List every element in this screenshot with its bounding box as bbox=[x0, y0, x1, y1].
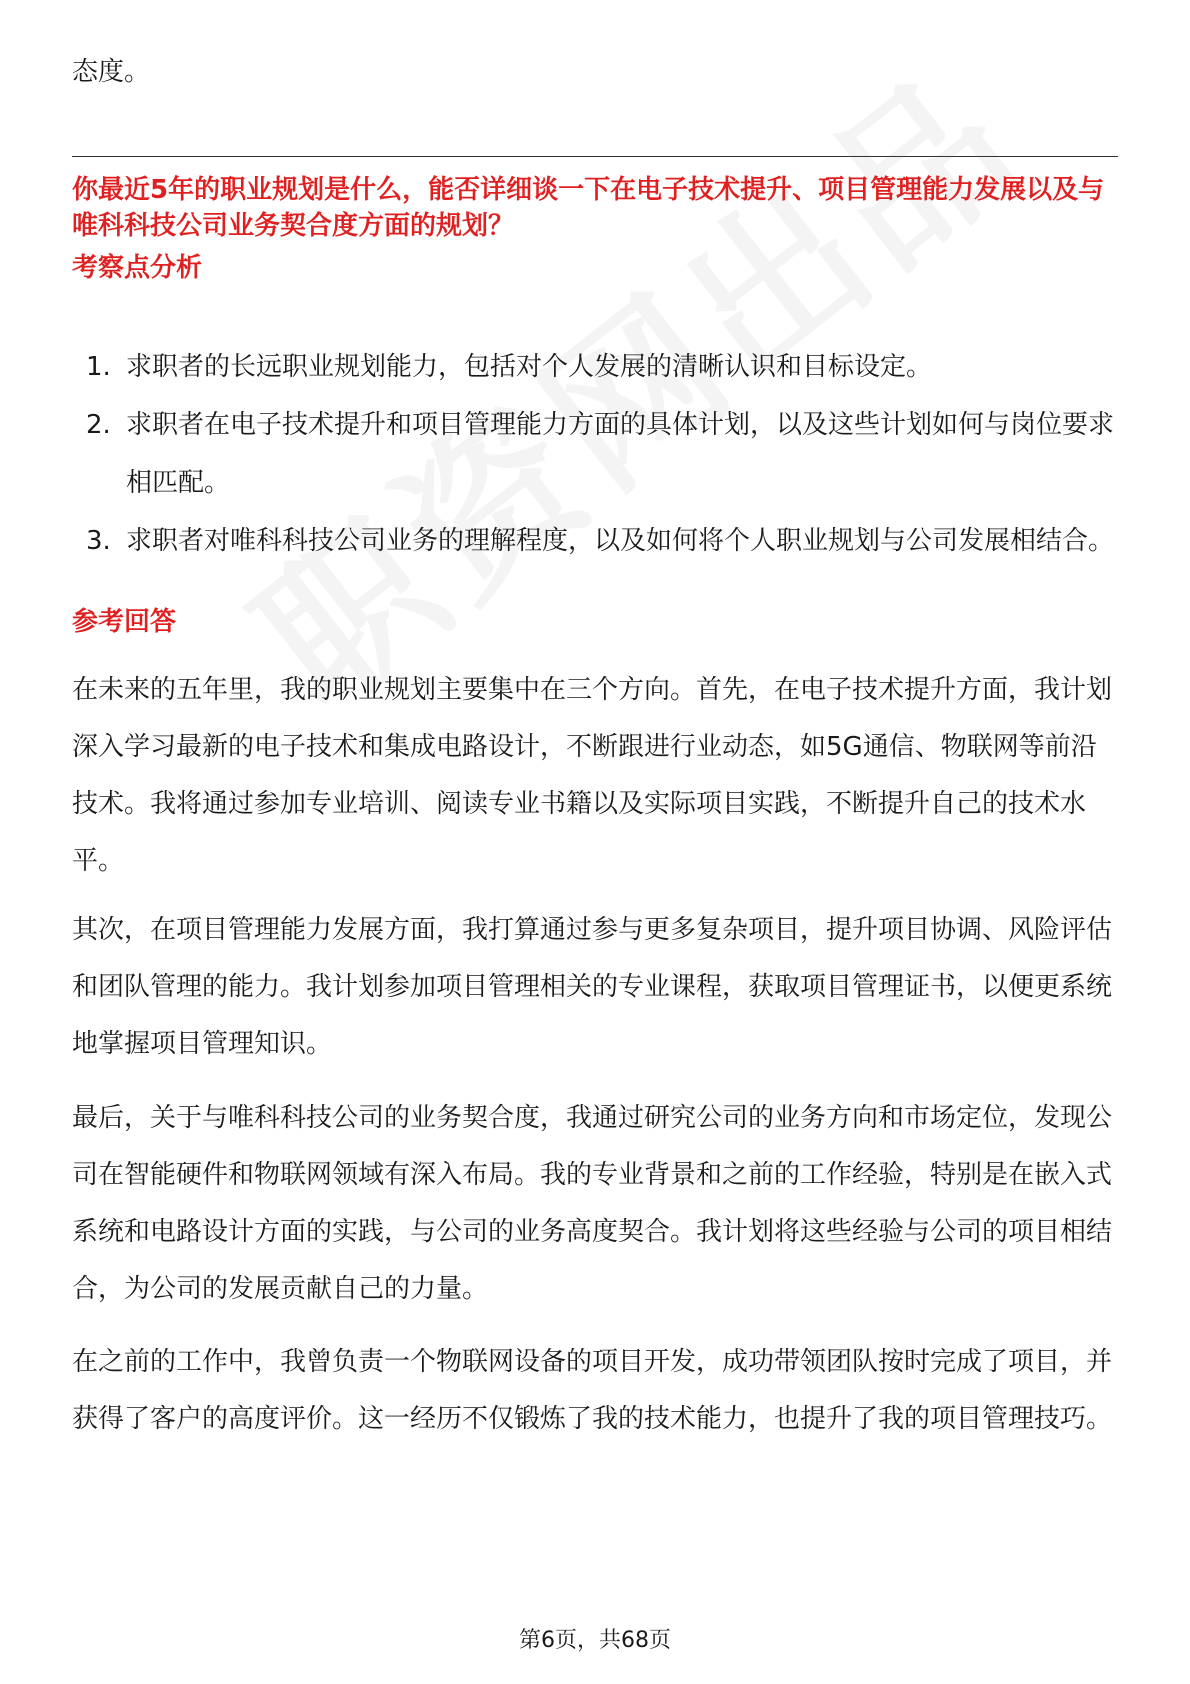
list-item bbox=[72, 338, 1118, 396]
list-item-text: 求职者的长远职业规划能力，包括对个人发展的清晰认识和目标设定。 bbox=[126, 352, 933, 382]
answer-paragraph: 在之前的工作中，我曾负责一个物联网设备的项目开发，成功带领团队按时完成了项目，并获得了客户的高度评价。这一经历不仅锻炼了我的技术能力，也提升了我的项目管理技巧。 bbox=[72, 1347, 1113, 1434]
question-heading: 你最近5年的职业规划是什么，能否详细谈一下在电子技术提升、项目管理能力发展以及与唯科科技公司业务契合度方面的规划？ bbox=[72, 175, 1105, 241]
list-number: 2. bbox=[86, 410, 111, 440]
list-item-text: 求职者对唯科科技公司业务的理解程度，以及如何将个人职业规划与公司发展相结合。 bbox=[126, 526, 1115, 556]
list-item-text: 求职者在电子技术提升和项目管理能力方面的具体计划，以及这些计划如何与岗位要求相匹配。 bbox=[126, 410, 1115, 498]
answer-paragraph: 最后，关于与唯科科技公司的业务契合度，我通过研究公司的业务方向和市场定位，发现公司在智能硬件和物联网领域有深入布局。我的专业背景和之前的工作经验，特别是在嵌入式系统和电路设计方面的实践，与公司的业务高度契合。我计划将这些经验与公司的项目相结合，为公司的发展贡献自己的力量。 bbox=[72, 1103, 1113, 1304]
divider bbox=[72, 156, 1118, 157]
analysis-title: 考察点分析 bbox=[72, 253, 203, 283]
answer-paragraph: 其次，在项目管理能力发展方面，我打算通过参与更多复杂项目，提升项目协调、风险评估和团队管理的能力。我计划参加项目管理相关的专业课程，获取项目管理证书，以便更系统地掌握项目管理知识。 bbox=[72, 915, 1113, 1059]
list-item bbox=[72, 512, 1118, 570]
list-number: 1. bbox=[86, 352, 111, 382]
list-item bbox=[72, 396, 1118, 512]
analysis-list bbox=[72, 338, 1118, 570]
page-footer: 第6页，共68页 bbox=[519, 1628, 671, 1653]
list-number: 3. bbox=[86, 526, 111, 556]
answer-paragraph: 在未来的五年里，我的职业规划主要集中在三个方向。首先，在电子技术提升方面，我计划深入学习最新的电子技术和集成电路设计，不断跟进行业动态，如5G通信、物联网等前沿技术。我将通过参加专业培训、阅读专业书籍以及实际项目实践，不断提升自己的技术水平。 bbox=[72, 675, 1113, 876]
answer-title: 参考回答 bbox=[72, 607, 177, 637]
lead-text: 态度。 bbox=[72, 57, 151, 87]
